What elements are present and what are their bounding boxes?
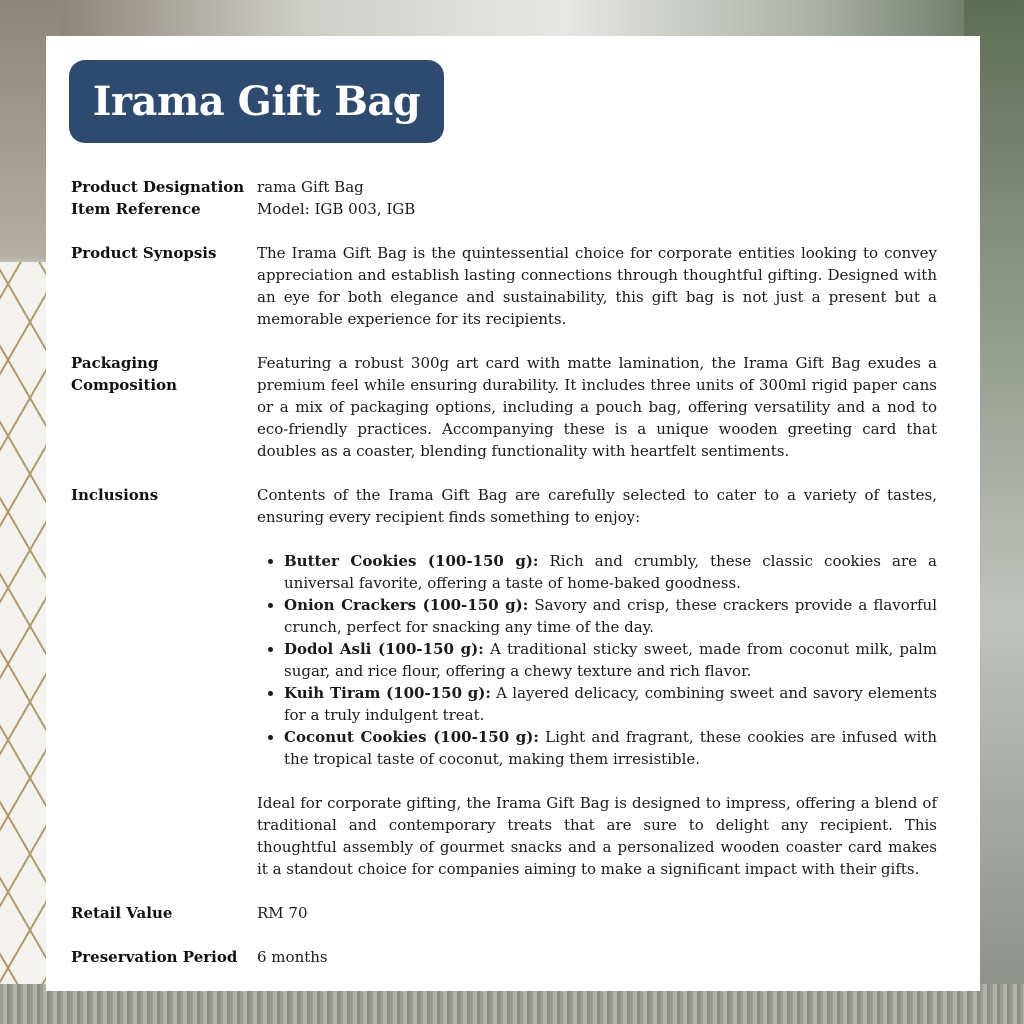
item-reference-label: Item Reference: [71, 200, 201, 218]
product-sheet-card: [46, 36, 980, 991]
preservation-period-value: 6 months: [257, 948, 328, 966]
inclusions-list: [257, 550, 937, 770]
inclusions-content: [257, 484, 937, 880]
item-name: Dodol Asli (100-150 g):: [284, 640, 484, 658]
preservation-period-label: Preservation Period: [71, 948, 238, 966]
item-name: Kuih Tiram (100-150 g):: [284, 684, 491, 702]
product-synopsis-label: Product Synopsis: [71, 244, 217, 262]
item-description: A layered delicacy, combining sweet and savory elements for a truly indulgent treat.: [284, 684, 937, 724]
list-item: [284, 594, 937, 638]
item-name: Onion Crackers (100-150 g):: [284, 596, 529, 614]
list-item: [284, 550, 937, 594]
packaging-composition-text: Featuring a robust 300g art card with matte lamination, the Irama Gift Bag exudes a premium feel while ensuring durability. It includes three units of 300ml rigid paper cans or a mix of packaging options, including a pouch bag, offering versatility and a nod to eco-friendly practices. Accompanying these is a unique wooden greeting card that doubles as a coaster, blending functionality with heartfelt sentiments.: [257, 354, 937, 460]
retail-value-label: Retail Value: [71, 904, 173, 922]
inclusions-label: Inclusions: [71, 486, 159, 504]
item-description: Savory and crisp, these crackers provide a flavorful crunch, perfect for snacking any time of the day.: [284, 596, 937, 636]
title-banner: [69, 60, 444, 143]
list-item: [284, 638, 937, 682]
item-description: Light and fragrant, these cookies are infused with the tropical taste of coconut, making them irresistible.: [284, 728, 937, 768]
item-name: Butter Cookies (100-150 g):: [284, 552, 539, 570]
product-designation-value: rama Gift Bag: [257, 178, 364, 196]
retail-value: RM 70: [257, 904, 308, 922]
packaging-composition-label: Packaging Composition: [71, 354, 177, 394]
product-synopsis-text: The Irama Gift Bag is the quintessential choice for corporate entities looking to convey appreciation and establish lasting connections through thoughtful gifting. Designed with an eye for both elegance and sustainability, this gift bag is not just a present but a memorable experience for its recipients.: [257, 244, 937, 328]
item-name: Coconut Cookies (100-150 g):: [284, 728, 539, 746]
inclusions-intro: Contents of the Irama Gift Bag are carefully selected to cater to a variety of tastes, ensuring every recipient finds something to enjoy:: [257, 486, 937, 526]
list-item: [284, 682, 937, 726]
page-title: Irama Gift Bag: [92, 78, 421, 125]
item-description: Rich and crumbly, these classic cookies are a universal favorite, offering a taste of home-baked goodness.: [284, 552, 937, 592]
inclusions-closing: Ideal for corporate gifting, the Irama Gift Bag is designed to impress, offering a blend of traditional and contemporary treats that are sure to delight any recipient. This thoughtful assembly of gourmet snacks and a personalized wooden coaster card makes it a standout choice for companies aiming to make a significant impact with their gifts.: [257, 794, 937, 878]
list-item: [284, 726, 937, 770]
product-designation-label: Product Designation: [71, 178, 245, 196]
item-reference-value: Model: IGB 003, IGB: [257, 200, 416, 218]
item-description: A traditional sticky sweet, made from coconut milk, palm sugar, and rice flour, offering a chewy texture and rich flavor.: [284, 640, 937, 680]
